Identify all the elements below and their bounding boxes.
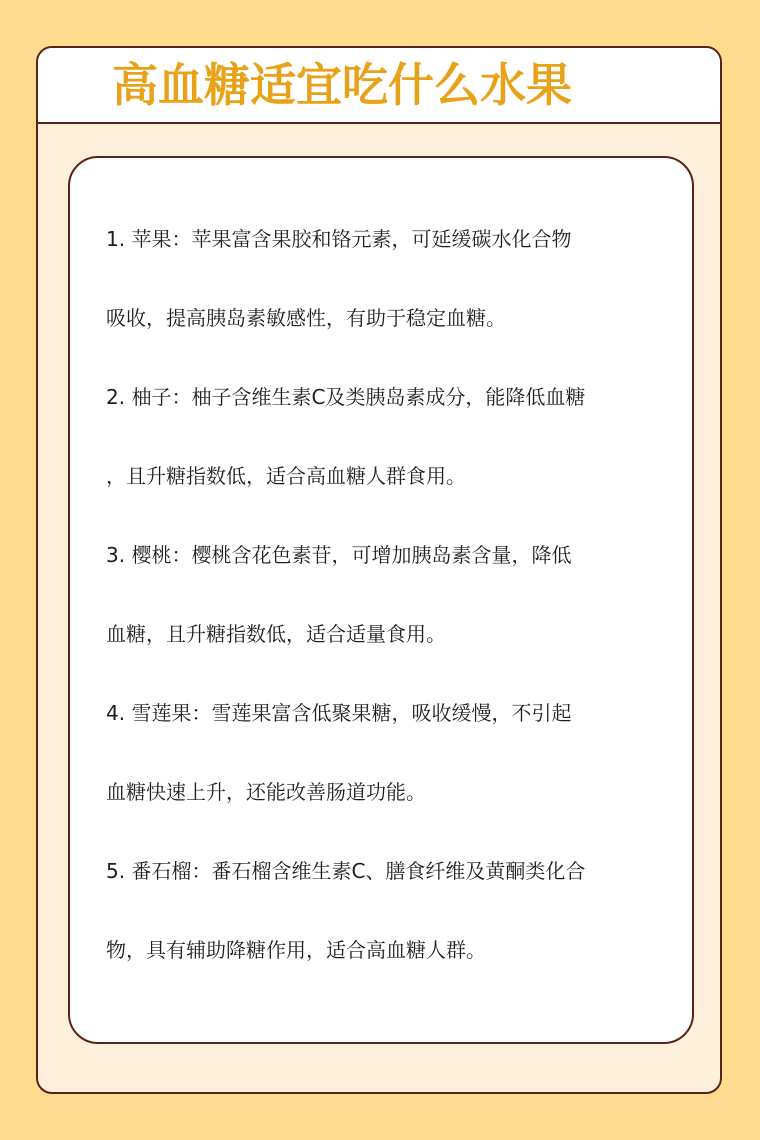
fruit-item-guava	[106, 832, 666, 990]
fruit-item-line: ，且升糖指数低，适合高血糖人群食用。	[106, 464, 466, 488]
fruit-item-line: 3. 樱桃：樱桃含花色素苷，可增加胰岛素含量，降低	[106, 543, 572, 567]
fruit-list	[106, 200, 666, 990]
fruit-item-yacon	[106, 674, 666, 832]
fruit-item-apple	[106, 200, 666, 358]
fruit-item-line: 2. 柚子：柚子含维生素C及类胰岛素成分，能降低血糖	[106, 385, 586, 409]
title-banner	[38, 48, 720, 124]
fruit-item-line: 血糖快速上升，还能改善肠道功能。	[106, 780, 426, 804]
fruit-item-line: 1. 苹果：苹果富含果胶和铬元素，可延缓碳水化合物	[106, 227, 572, 251]
article-card	[36, 46, 722, 1094]
fruit-item-cherry	[106, 516, 666, 674]
content-panel	[68, 156, 694, 1044]
fruit-item-line: 吸收，提高胰岛素敏感性，有助于稳定血糖。	[106, 306, 506, 330]
page-title: 高血糖适宜吃什么水果	[112, 58, 572, 112]
fruit-item-line: 血糖，且升糖指数低，适合适量食用。	[106, 622, 446, 646]
fruit-item-pomelo	[106, 358, 666, 516]
fruit-item-line: 物，具有辅助降糖作用，适合高血糖人群。	[106, 938, 486, 962]
fruit-item-line: 4. 雪莲果：雪莲果富含低聚果糖，吸收缓慢，不引起	[106, 701, 572, 725]
fruit-item-line: 5. 番石榴：番石榴含维生素C、膳食纤维及黄酮类化合	[106, 859, 586, 883]
